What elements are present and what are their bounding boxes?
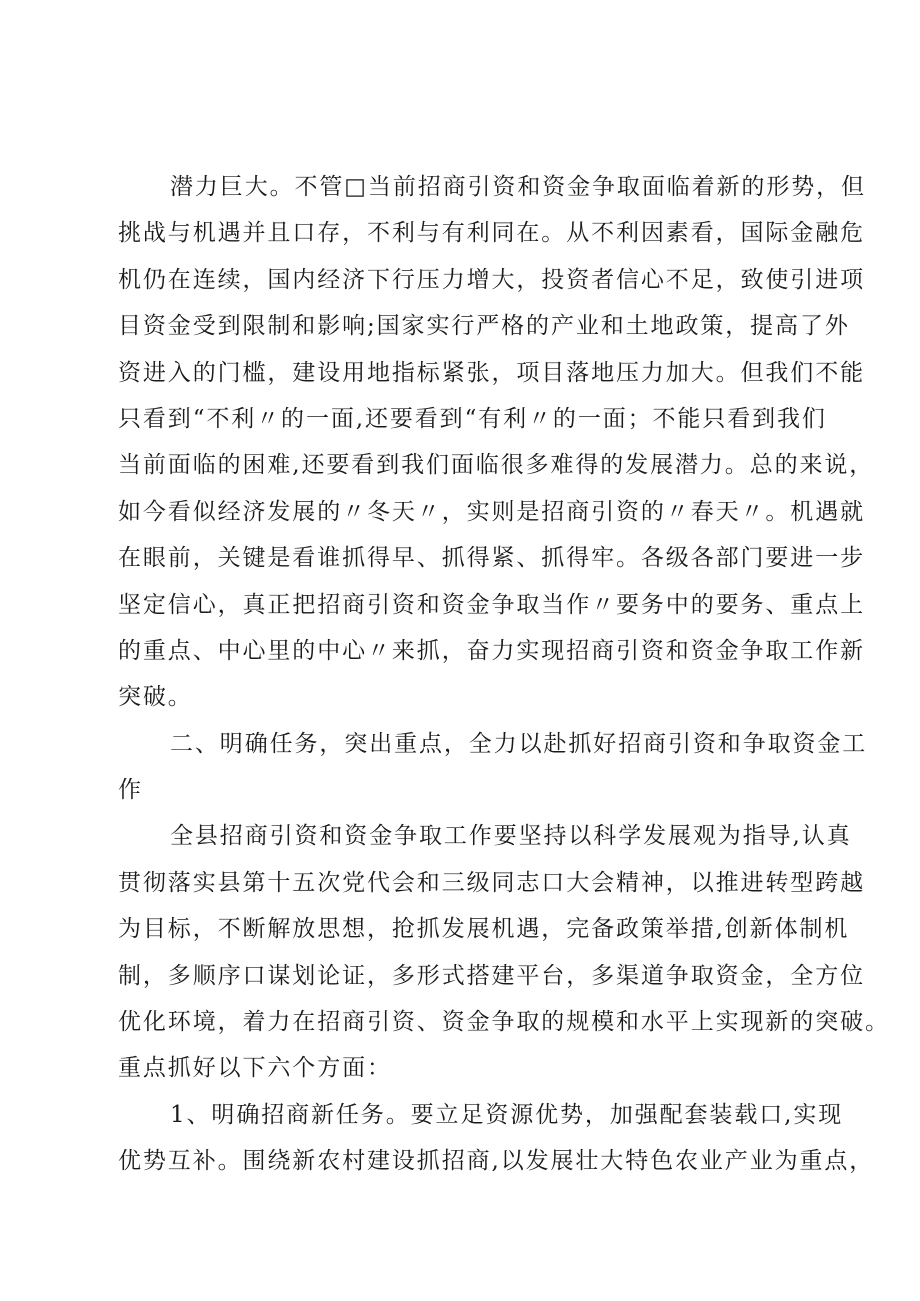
body-text bbox=[118, 164, 890, 1185]
paragraph-line: 突破。 bbox=[118, 684, 193, 711]
paragraph-line: 重点抓好以下六个方面： bbox=[118, 1055, 392, 1082]
paragraph-line: 为目标，不断解放思想，抢抓发展机遇，完备政策举措,创新体制机 bbox=[118, 916, 850, 943]
paragraph-line: 当前面临的困难,还要看到我们面临很多难得的发展潜力。总的来说， bbox=[118, 452, 875, 479]
list-item-line: 1、明确招商新任务。要立足资源优势，加强配套装载口,实现 bbox=[170, 1101, 844, 1128]
paragraph-line: 机仍在连续，国内经济下行压力增大，投资者信心不足，致使引进项 bbox=[118, 266, 865, 293]
paragraph-line: 挑战与机遇并且口存，不利与有利同在。从不利因素看，国际金融危 bbox=[118, 220, 865, 247]
paragraph-line: 制，多顺序口谋划论证，多形式搭建平台，多渠道争取资金，全方位 bbox=[118, 962, 865, 989]
list-item-line: 优势互补。围绕新农村建设抓招商,以发展壮大特色农业产业为重点， bbox=[118, 1148, 875, 1175]
paragraph-line: 如今看似经济发展的〃冬天〃，实则是招商引资的〃春天〃。机遇就 bbox=[118, 498, 865, 525]
paragraph-line: 目资金受到限制和影响;国家实行严格的产业和土地政策，提高了外 bbox=[118, 313, 850, 340]
paragraph-line: 潜力巨大。不管□当前招商引资和资金争取面临着新的形势，但 bbox=[170, 174, 866, 200]
paragraph-line: 的重点、中心里的中心〃来抓，奋力实现招商引资和资金争取工作新 bbox=[118, 637, 865, 664]
section-heading: 二、明确任务，突出重点，全力以赴抓好招商引资和争取资金工 bbox=[170, 730, 868, 757]
paragraph-line: 在眼前，关键是看谁抓得早、抓得紧、抓得牢。各级各部门要进一步 bbox=[118, 545, 865, 572]
paragraph-line: 只看到“不利〃的一面,还要看到“有利〃的一面；不能只看到我们 bbox=[118, 405, 827, 432]
paragraph-line: 坚定信心，真正把招商引资和资金争取当作〃要务中的要务、重点上 bbox=[118, 591, 865, 618]
paragraph-line: 优化环境，着力在招商引资、资金争取的规模和水平上实现新的突破。 bbox=[118, 1009, 890, 1036]
paragraph-line: 全县招商引资和资金争取工作要坚持以科学发展观为指导,认真 bbox=[170, 823, 852, 850]
paragraph-line: 贯彻落实县第十五次党代会和三级同志口大会精神，以推进转型跨越 bbox=[118, 869, 865, 896]
section-heading: 作 bbox=[118, 777, 143, 804]
paragraph-line: 资进入的门槛，建设用地指标紧张，项目落地压力加大。但我们不能 bbox=[118, 359, 865, 386]
